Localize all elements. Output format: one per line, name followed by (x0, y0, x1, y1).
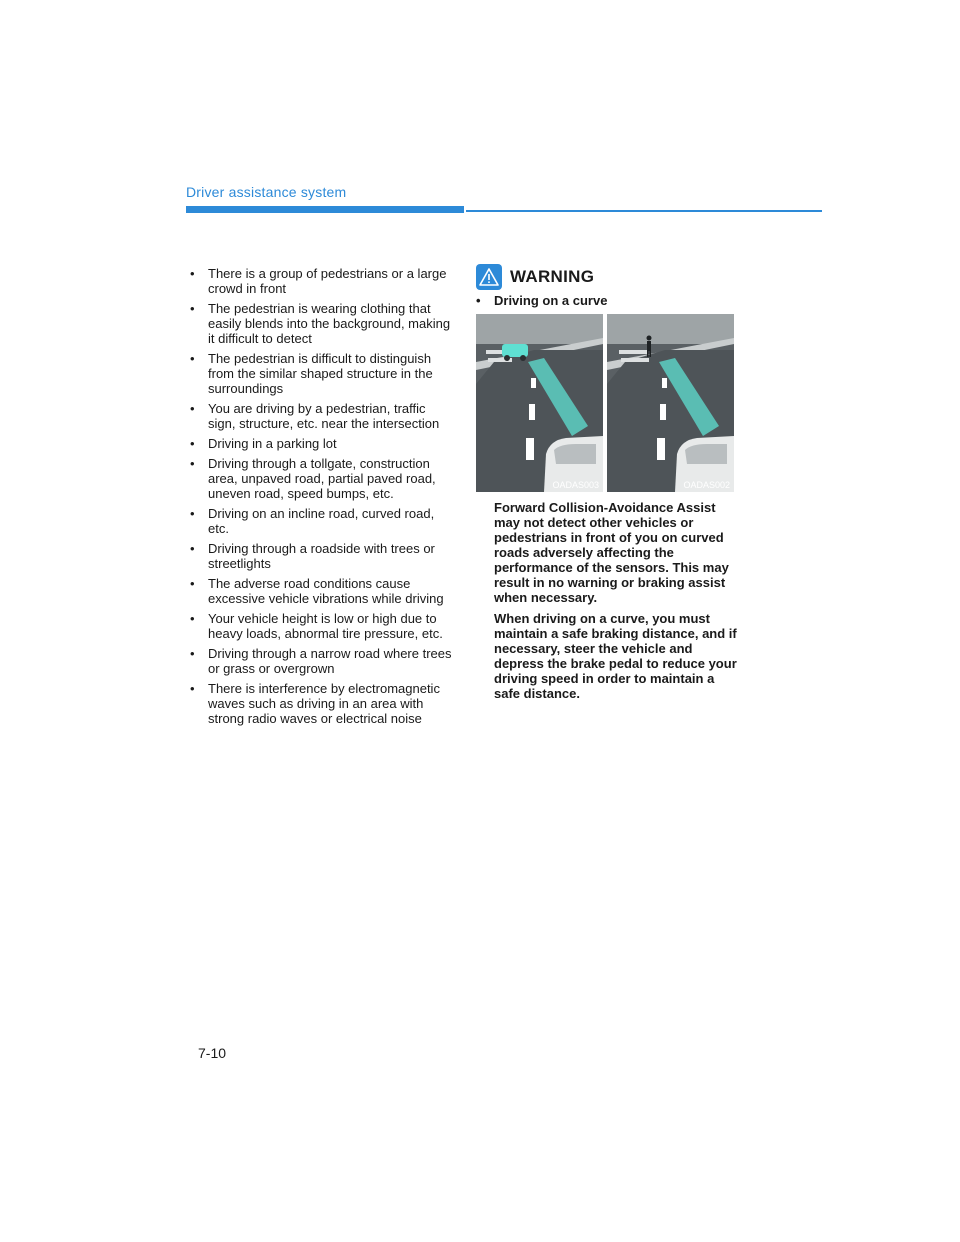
warning-paragraph: Forward Collision-Avoidance Assist may not detect other vehicles or pedestrians in front of you on curved roads adversely affecting the performance of the sensors. This may result in no warning or braking assist when necessary. (494, 500, 729, 605)
list-item: • Your vehicle height is low or high due to heavy loads, abnormal tire pressure, etc. (186, 611, 456, 641)
list-item: • The pedestrian is difficult to distinguish from the similar shaped structure in the surroundings (186, 351, 456, 396)
figure-vehicle-on-curve (476, 314, 603, 492)
list-item: • The pedestrian is wearing clothing that easily blends into the background, making it difficult to detect (186, 301, 456, 346)
figure-pedestrian-on-curve (607, 314, 734, 492)
list-item: • There is a group of pedestrians or a large crowd in front (186, 266, 456, 296)
conditions-list (186, 266, 456, 726)
page-number: 7-10 (198, 1045, 227, 1061)
section-title: Driver assistance system (186, 184, 347, 200)
figure-code: OADAS003 (552, 480, 599, 490)
list-item: • There is interference by electromagnetic waves such as driving in an area with strong radio waves or electrical noise (186, 681, 456, 726)
list-item: • Driving through a roadside with trees or streetlights (186, 541, 456, 571)
warning-bullet-text: Driving on a curve (494, 293, 608, 308)
warning-bullet: • Driving on a curve (476, 293, 608, 308)
warning-body (494, 500, 738, 707)
conditions-list-column (186, 266, 456, 731)
list-item: • Driving in a parking lot (186, 436, 456, 451)
list-item: • Driving on an incline road, curved road, etc. (186, 506, 456, 536)
list-item: • The adverse road conditions cause excessive vehicle vibrations while driving (186, 576, 456, 606)
warning-paragraph: When driving on a curve, you must maintain a safe braking distance, and if necessary, steer the vehicle and depress the brake pedal to reduce your driving speed in order to maintain a safe distance. (494, 611, 737, 701)
warning-triangle-icon (476, 264, 502, 290)
list-item: • You are driving by a pedestrian, traffic sign, structure, etc. near the intersection (186, 401, 456, 431)
header-rule-thick (186, 206, 464, 213)
header-rule-thin (466, 210, 822, 212)
warning-header (476, 264, 594, 290)
figure-code: OADAS002 (683, 480, 730, 490)
list-item: • Driving through a narrow road where trees or grass or overgrown (186, 646, 456, 676)
warning-title: WARNING (510, 267, 595, 286)
list-item: • Driving through a tollgate, construction area, unpaved road, partial paved road, uneven road, speed bumps, etc. (186, 456, 456, 501)
